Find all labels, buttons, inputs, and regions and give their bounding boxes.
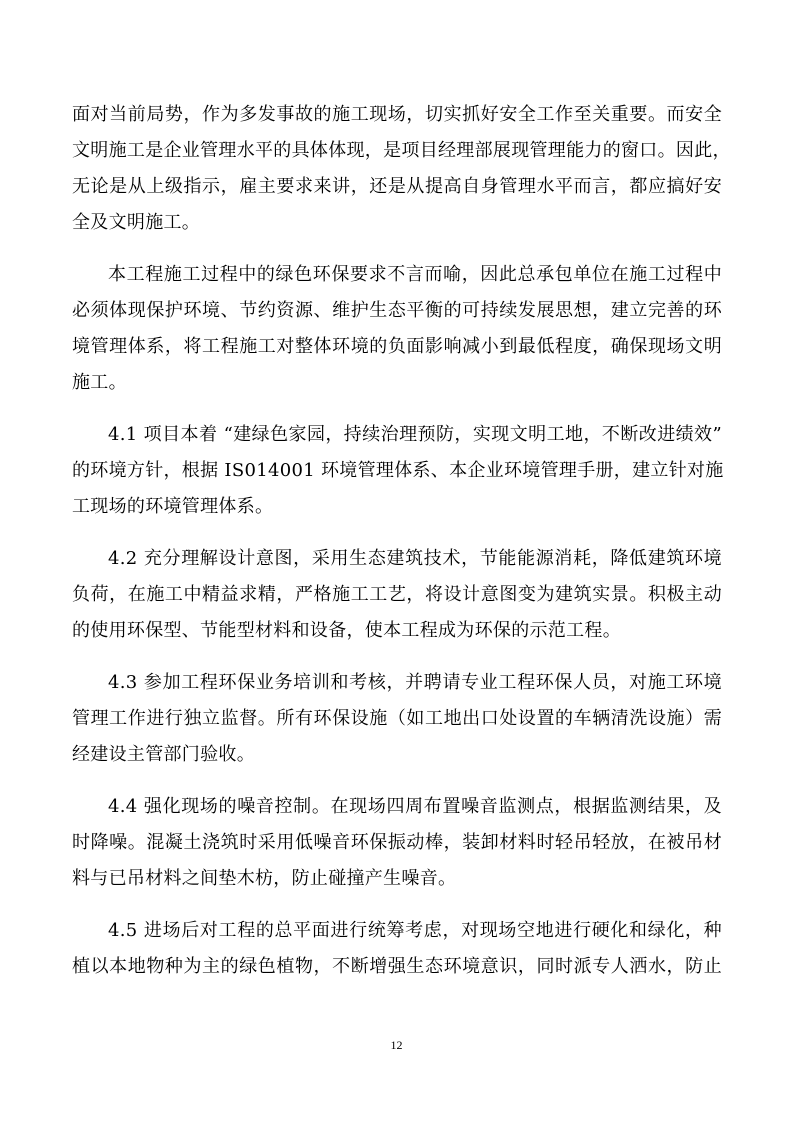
text-line: 的使用环保型、节能型材料和设备，使本工程成为环保的示范工程。 (72, 620, 621, 641)
text-line: 管理工作进行独立监督。所有环保设施（如工地出口处设置的车辆清洗设施）需 (72, 708, 722, 729)
paragraph-item-4-1 (72, 417, 722, 525)
text-line: 本工程施工过程中的绿色环保要求不言而喻，因此总承包单位在施工过程中 (108, 264, 722, 285)
text-line: 植以本地物种为主的绿色植物，不断增强生态环境意识，同时派专人洒水，防止 (72, 956, 722, 977)
text-line: 负荷，在施工中精益求精，严格施工工艺，将设计意图变为建筑实景。积极主动 (72, 584, 722, 605)
paragraph-safety-importance (72, 97, 731, 241)
text-line: 经建设主管部门验收。 (72, 744, 255, 765)
text-line: 无论是从上级指示，雇主要求来讲，还是从提高自身管理水平而言，都应搞好安 (72, 176, 722, 197)
text-line: 4.1 项目本着 “建绿色家园，持续治理预防，实现文明工地，不断改进绩效” (108, 424, 722, 445)
paragraph-green-requirements (72, 257, 722, 401)
page-number: 12 (390, 1038, 403, 1052)
paragraph-item-4-4 (72, 789, 722, 897)
text-line: 面对当前局势，作为多发事故的施工现场，切实抓好安全工作至关重要。而安全 (72, 104, 722, 125)
text-line: 料与已吊材料之间垫木枋，防止碰撞产生噪音。 (72, 868, 457, 889)
text-line: 时降噪。混凝土浇筑时采用低噪音环保振动棒，装卸材料时轻吊轻放，在被吊材 (72, 832, 722, 853)
paragraph-item-4-3 (72, 665, 722, 773)
text-line: 工现场的环境管理体系。 (72, 496, 274, 517)
paragraph-item-4-5 (72, 913, 722, 985)
text-line: 4.5 进场后对工程的总平面进行统筹考虑，对现场空地进行硬化和绿化，种 (108, 920, 722, 941)
paragraph-item-4-2 (72, 541, 722, 649)
text-line: 境管理体系，将工程施工对整体环境的负面影响减小到最低程度，确保现场文明 (72, 336, 722, 357)
text-line: 全及文明施工。 (72, 212, 201, 233)
text-line: 文明施工是企业管理水平的具体体现，是项目经理部展现管理能力的窗口。因此， (72, 140, 731, 161)
text-line: 施工。 (72, 372, 127, 393)
text-line: 4.4 强化现场的噪音控制。在现场四周布置噪音监测点，根据监测结果，及 (108, 796, 722, 817)
text-line: 4.2 充分理解设计意图，采用生态建筑技术，节能能源消耗，降低建筑环境 (108, 548, 722, 569)
body-text (72, 97, 731, 1001)
text-line: 必须体现保护环境、节约资源、维护生态平衡的可持续发展思想，建立完善的环 (72, 300, 722, 321)
text-line: 的环境方针，根据 IS014001 环境管理体系、本企业环境管理手册，建立针对施 (72, 460, 724, 481)
text-line: 4.3 参加工程环保业务培训和考核，并聘请专业工程环保人员，对施工环境 (108, 672, 722, 693)
